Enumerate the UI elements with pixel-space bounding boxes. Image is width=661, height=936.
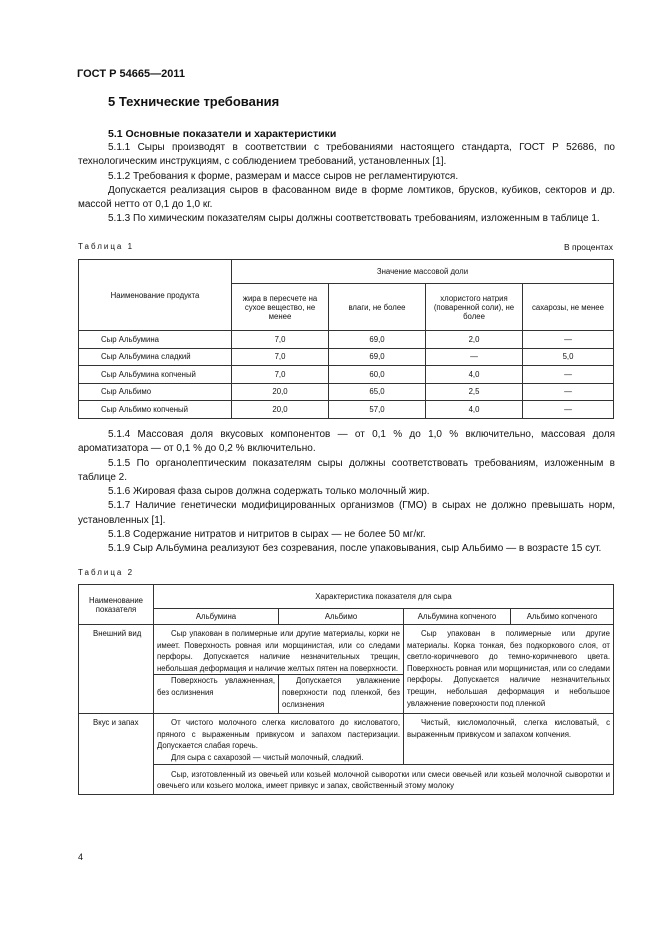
cell: 20,0 [232, 383, 329, 401]
cell: Сыр Альбумина [79, 331, 232, 349]
cell: 2,0 [426, 331, 523, 349]
cell [154, 675, 279, 714]
cell [404, 714, 614, 764]
paragraph: 5.1.5 По органолептическим показателям сыры должны соответствовать требованиям, изложенным в таблице 2. [78, 457, 615, 483]
paragraph: 5.1.8 Содержание нитратов и нитритов в сырах — не более 50 мг/кг. [108, 529, 426, 541]
cell: 4,0 [426, 401, 523, 419]
table-row [79, 366, 614, 384]
paragraph: 5.1.4 Массовая доля вкусовых компонентов — от 0,1 % до 1,0 % включительно, массовая доля ароматизатора — от 0,1 % до 0,2 % включительно. [78, 429, 615, 455]
cell: Сыр Альбимо [79, 383, 232, 401]
cell [279, 675, 404, 714]
cell: — [523, 383, 614, 401]
cell: 2,5 [426, 383, 523, 401]
page-number: 4 [78, 852, 84, 862]
paragraph: 5.1.6 Жировая фаза сыров должна содержать только молочный жир. [108, 486, 430, 498]
table-row [79, 331, 614, 349]
cell [154, 764, 614, 794]
cell: 5,0 [523, 348, 614, 366]
cell-text: От чистого молочного слегка кисловатого до кисловатого, пряного с выраженным привкусом и запахом пастеризации. Допускается слабая горечь. [157, 718, 400, 751]
cell: — [523, 366, 614, 384]
paragraph: Допускается реализация сыров в фасованном виде в форме ломтиков, брусков, кубиков, секторов и др. массой нетто от 0,1 до 1,0 кг. [78, 184, 615, 211]
cell-text: Сыр упакован в полимерные или другие материалы. Корка тонкая, без подкоркового слоя, от светло-коричневого до темно-коричневого цвета. Поверхность ровная или морщинистая, или со следами перфоры. Допускается наличие незначительных трещин, небольшая деформация и небольшое увлажнение поверхности под пленкой [407, 629, 610, 708]
table2-header-col: Альбимо копченого [511, 609, 614, 625]
paragraph: 5.1.2 Требования к форме, размерам и массе сыров не регламентируются. [108, 170, 459, 182]
table2-header-col: Альбумина копченого [404, 609, 511, 625]
row-name-appearance: Внешний вид [79, 625, 154, 714]
paragraph-block-2 [78, 428, 615, 557]
cell-text: Допускается увлажнение поверхности под пленкой, без ослизнения [282, 676, 400, 709]
subsection-title: 5.1 Основные показатели и характеристики [108, 128, 337, 140]
table-1 [78, 259, 614, 419]
cell: 20,0 [232, 401, 329, 419]
cell: 60,0 [329, 366, 426, 384]
paragraph: 5.1.7 Наличие генетически модифицированных организмов (ГМО) в сырах не должно превышать норм, установленных [1]. [78, 500, 615, 526]
table1-header-col: хлористого натрия (поваренной соли), не более [426, 284, 523, 331]
cell [404, 625, 614, 714]
section-title: 5 Технические требования [108, 94, 280, 109]
cell: — [523, 401, 614, 419]
paragraph: 5.1.9 Сыр Альбумина реализуют без созревания, после упаковывания, сыр Альбимо — в возрасте 15 сут. [108, 543, 602, 555]
table1-header-product: Наименование продукта [79, 260, 232, 331]
cell: 7,0 [232, 331, 329, 349]
table-row [79, 714, 614, 764]
table2-header-col: Альбимо [279, 609, 404, 625]
row-name-taste: Вкус и запах [79, 714, 154, 795]
table-2 [78, 584, 614, 795]
cell: Сыр Альбимо копченый [79, 401, 232, 419]
table-row [79, 348, 614, 366]
cell: 7,0 [232, 366, 329, 384]
cell: Сыр Альбумина копченый [79, 366, 232, 384]
table1-header-col: жира в пересчете на сухое вещество, не менее [232, 284, 329, 331]
paragraph-block-1 [78, 141, 615, 227]
table1-caption: Таблица 1 [78, 242, 135, 251]
table1-unit: В процентах [563, 242, 613, 252]
paragraph: 5.1.3 По химическим показателям сыры должны соответствовать требованиям, изложенным в таблице 1. [108, 213, 600, 225]
cell: 4,0 [426, 366, 523, 384]
table-row [79, 383, 614, 401]
cell: Сыр Альбумина сладкий [79, 348, 232, 366]
table2-caption: Таблица 2 [78, 568, 135, 577]
cell-text: Сыр, изготовленный из овечьей или козьей молочной сыворотки или смеси овечьей или козьей молочной сыворотки и овечьего или козьего молока, имеет привкус и запах, свойственный этому молоку [157, 769, 610, 791]
cell [154, 625, 404, 675]
table-row [79, 625, 614, 675]
table1-header-group: Значение массовой доли [232, 260, 614, 284]
table2-header-indicator: Наименование показателя [79, 585, 154, 625]
cell: 7,0 [232, 348, 329, 366]
cell: — [426, 348, 523, 366]
cell: 65,0 [329, 383, 426, 401]
table-row [79, 764, 614, 794]
table2-header-group: Характеристика показателя для сыра [154, 585, 614, 609]
cell: — [523, 331, 614, 349]
cell-text: Поверхность увлажненная, без ослизнения [157, 676, 275, 697]
table1-header-col: сахарозы, не менее [523, 284, 614, 331]
cell-text: Сыр упакован в полимерные или другие материалы, корки не имеет. Поверхность ровная или морщинистая, или со следами перфоры. Допускается наличие незначительных трещин, небольшая деформация и наличие желтых пятен на поверхности. [157, 629, 400, 673]
table1-header-col: влаги, не более [329, 284, 426, 331]
cell: 69,0 [329, 331, 426, 349]
table-row [79, 401, 614, 419]
cell: 57,0 [329, 401, 426, 419]
cell: 69,0 [329, 348, 426, 366]
table2-header-col: Альбумина [154, 609, 279, 625]
cell-text: Для сыра с сахарозой — чистый молочный, сладкий. [171, 752, 364, 762]
document-header: ГОСТ Р 54665—2011 [77, 68, 185, 80]
cell [154, 714, 404, 764]
paragraph: 5.1.1 Сыры производят в соответствии с требованиями настоящего стандарта, ГОСТ Р 52686, по технологическим инструкциям, с соблюдением требований, установленных [1]. [78, 142, 615, 168]
cell-text: Чистый, кисломолочный, слегка кисловатый, с выраженным привкусом и запахом копчения. [407, 718, 610, 739]
